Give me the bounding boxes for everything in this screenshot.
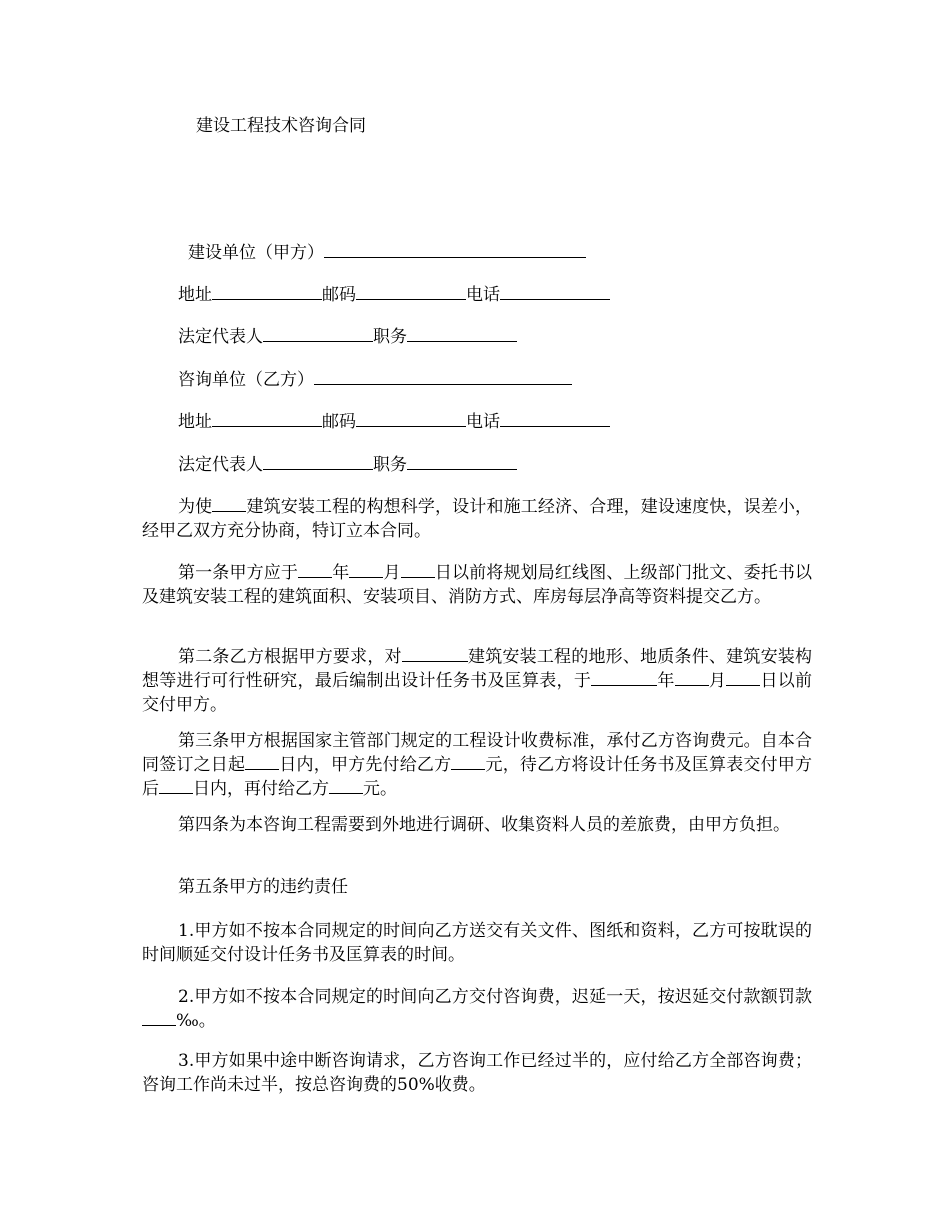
day-blank <box>726 669 760 686</box>
article-2-text-1: 第二条乙方根据甲方要求，对 <box>178 647 402 667</box>
article-3-text-1: 第三条甲方根据国家主管部门规定的工程设计收费标准，承付乙方咨询费元。自本合同签订之日起 <box>142 731 812 775</box>
article-2-text-2: 建筑安装工程的地形、地质条件、建筑安装构想等进行可行性研究，最后编制出设计任务书及匡算表，于 <box>142 647 813 691</box>
party-b-rep-line <box>178 453 517 477</box>
article-1-text-3: 月 <box>383 563 401 583</box>
article-2-paragraph <box>142 645 812 717</box>
article-3-text-5: 元。 <box>363 779 397 799</box>
party-a-unit-label: 建设单位（甲方） <box>188 243 324 263</box>
article-5-item-2-text-1: 2.甲方如不按本合同规定的时间向乙方交付咨询费，迟延一天，按迟延交付款额罚款 <box>178 987 812 1007</box>
intro-text-1: 为使 <box>178 497 213 517</box>
document-title: 建设工程技术咨询合同 <box>196 116 366 136</box>
article-1-text-2: 年 <box>332 563 350 583</box>
article-3-text-4: 日内，再付给乙方 <box>193 779 329 799</box>
party-b-rep-blank <box>263 453 373 470</box>
article-5-heading: 第五条甲方的违约责任 <box>178 877 348 897</box>
article-1-text-1: 第一条甲方应于 <box>178 563 299 583</box>
intro-paragraph <box>142 495 812 543</box>
days-blank <box>159 777 193 794</box>
party-b-unit-line <box>178 368 572 392</box>
project-blank <box>402 645 468 662</box>
article-4-paragraph: 第四条为本咨询工程需要到外地进行调研、收集资料人员的差旅费，由甲方负担。 <box>178 815 790 835</box>
party-b-phone-label: 电话 <box>466 412 500 432</box>
party-a-unit-blank <box>324 241 586 258</box>
article-5-item-2-text-2: ‰。 <box>176 1011 216 1031</box>
party-a-rep-label: 法定代表人 <box>178 327 263 347</box>
party-a-phone-blank <box>500 283 610 300</box>
month-blank <box>349 561 383 578</box>
article-3-paragraph <box>142 729 812 801</box>
project-name-blank <box>212 495 246 512</box>
article-5-item-2 <box>142 985 812 1033</box>
party-b-unit-blank <box>314 368 572 385</box>
party-b-address-line <box>178 410 610 434</box>
party-a-unit-line <box>188 241 586 265</box>
article-1-paragraph <box>142 561 812 609</box>
party-a-address-line <box>178 283 610 307</box>
article-5-item-3: 3.甲方如果中途中断咨询请求，乙方咨询工作已经过半的，应付给乙方全部咨询费；咨询工作尚未过半，按总咨询费的50%收费。 <box>142 1051 812 1095</box>
party-a-address-label: 地址 <box>178 285 212 305</box>
days-blank <box>245 753 279 770</box>
party-b-position-blank <box>407 453 517 470</box>
party-b-position-label: 职务 <box>373 455 407 475</box>
month-blank <box>675 669 709 686</box>
party-a-rep-line <box>178 325 517 349</box>
party-b-phone-blank <box>500 410 610 427</box>
penalty-rate-blank <box>142 1009 176 1026</box>
party-b-rep-label: 法定代表人 <box>178 455 263 475</box>
article-3-text-3: 元，待乙方将设计任务书及匡算表交付甲方后 <box>142 755 813 799</box>
party-b-address-label: 地址 <box>178 412 212 432</box>
article-1-text-4: 日以前将规划局红线图、上级部门批文、委托书以及建筑安装工程的建筑面积、安装项目、消防方式、库房每层净高等资料提交乙方。 <box>142 563 813 607</box>
intro-text-2: 建筑安装工程的构想科学，设计和施工经济、合理，建设速度快，误差小，经甲乙双方充分协商，特订立本合同。 <box>142 497 813 541</box>
party-a-postcode-blank <box>356 283 466 300</box>
year-blank <box>298 561 332 578</box>
article-2-text-5: 日以前交付甲方。 <box>142 671 813 715</box>
party-b-unit-label: 咨询单位（乙方） <box>178 370 314 390</box>
party-b-address-blank <box>212 410 322 427</box>
party-a-position-label: 职务 <box>373 327 407 347</box>
year-blank <box>591 669 657 686</box>
party-a-phone-label: 电话 <box>466 285 500 305</box>
article-2-text-4: 月 <box>708 671 727 691</box>
article-5-item-1: 1.甲方如不按本合同规定的时间向乙方送交有关文件、图纸和资料，乙方可按耽误的时间顺延交付设计任务书及匡算表的时间。 <box>142 921 812 965</box>
article-2-text-3: 年 <box>657 671 675 691</box>
party-b-postcode-label: 邮码 <box>322 412 356 432</box>
party-b-postcode-blank <box>356 410 466 427</box>
article-3-text-2: 日内，甲方先付给乙方 <box>279 755 452 775</box>
amount-blank <box>329 777 363 794</box>
party-a-position-blank <box>407 325 517 342</box>
amount-blank <box>451 753 485 770</box>
party-a-rep-blank <box>263 325 373 342</box>
day-blank <box>401 561 435 578</box>
party-a-postcode-label: 邮码 <box>322 285 356 305</box>
party-a-address-blank <box>212 283 322 300</box>
